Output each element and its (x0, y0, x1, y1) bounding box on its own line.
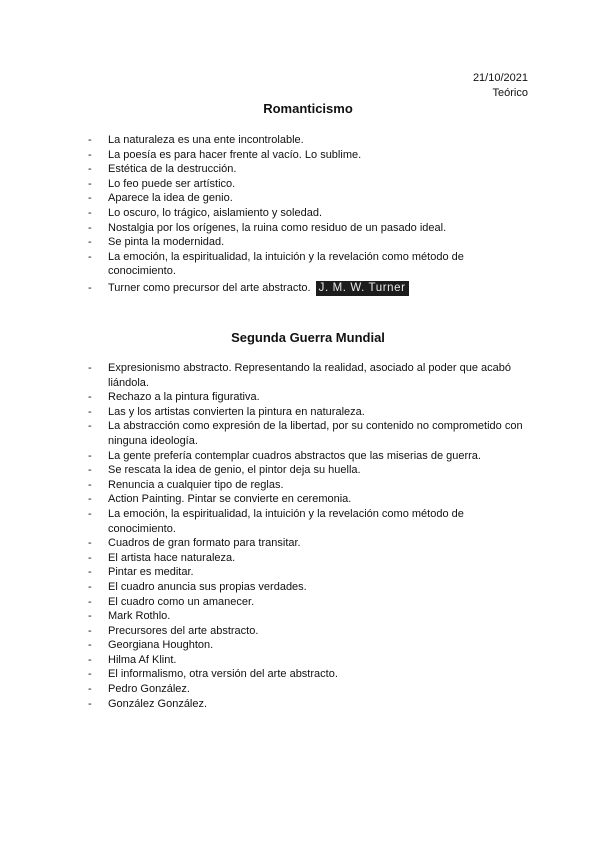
list-item-text: El cuadro anuncia sus propias verdades. (108, 580, 307, 593)
list-item (88, 653, 528, 668)
list-item (88, 133, 528, 148)
bullet-dash: - (88, 177, 92, 190)
list-item-text: Pedro González. (108, 683, 190, 696)
bullet-dash: - (88, 206, 92, 219)
list-item-text: Action Painting. Pintar se convierte en ceremonia. (108, 493, 352, 506)
list-item-text: Aparece la idea de genio. (108, 192, 233, 205)
list-item-text: Expresionismo abstracto. Representando la realidad, asociado al poder que acabó liándola. (108, 362, 511, 389)
list-item-text: El informalismo, otra versión del arte abstracto. (108, 668, 338, 681)
list-item (88, 390, 528, 405)
list-item-text: Las y los artistas convierten la pintura en naturaleza. (108, 405, 365, 418)
bullet-dash: - (88, 537, 92, 550)
bullet-dash: - (88, 507, 92, 520)
list-item-text: Georgiana Houghton. (108, 639, 214, 652)
section-title-romanticismo: Romanticismo (263, 101, 353, 116)
list-item-text: Se pinta la modernidad. (108, 236, 225, 249)
bullet-dash: - (88, 163, 92, 176)
list-item (88, 697, 528, 712)
bullet-dash: - (88, 478, 92, 491)
list-item-text: Pintar es meditar. (108, 566, 194, 579)
list-item-text: La poesía es para hacer frente al vacío. Lo sublime. (108, 148, 362, 161)
list-item-text: El cuadro como un amanecer. (108, 595, 255, 608)
list-item (88, 580, 528, 595)
bullet-dash: - (88, 192, 92, 205)
list-item (88, 492, 528, 507)
bullet-dash: - (88, 595, 92, 608)
list-item (88, 536, 528, 551)
section-title-segunda-guerra: Segunda Guerra Mundial (231, 330, 385, 345)
bullet-dash: - (88, 639, 92, 652)
list-item-text: Mark Rothlo. (108, 610, 171, 623)
list-item (88, 638, 528, 653)
list-item (88, 206, 528, 221)
list-item-text: El artista hace naturaleza. (108, 551, 236, 564)
list-item (88, 419, 528, 448)
list-item (88, 148, 528, 163)
list-item (88, 449, 528, 464)
list-item-text: Rechazo a la pintura figurativa. (108, 391, 260, 404)
bullet-dash: - (88, 493, 92, 506)
list-item (88, 162, 528, 177)
list-item (88, 667, 528, 682)
bullet-dash: - (88, 250, 92, 263)
bullet-dash: - (88, 449, 92, 462)
list-item-text: La emoción, la espiritualidad, la intuición y la revelación como método de conocimiento. (108, 507, 464, 535)
header-meta (473, 71, 528, 101)
bullet-dash: - (88, 653, 92, 666)
bullet-dash: - (88, 683, 92, 696)
bullet-dash: - (88, 668, 92, 681)
section-romanticismo (88, 101, 528, 296)
bullet-dash: - (88, 405, 92, 418)
list-item-text: Precursores del arte abstracto. (108, 624, 259, 637)
list-item (88, 235, 528, 250)
romanticismo-list (88, 133, 528, 279)
bullet-dash: - (88, 580, 92, 593)
list-item-text: Hilma Af Klint. (108, 653, 177, 666)
list-item (88, 551, 528, 566)
list-item (88, 478, 528, 493)
list-item (88, 595, 528, 610)
bullet-dash: - (88, 134, 92, 146)
bullet-dash: - (88, 236, 92, 249)
bullet-dash: - (88, 464, 92, 477)
list-item (88, 250, 528, 279)
list-item-turner (88, 281, 528, 296)
romanticismo-turner-list (88, 281, 528, 296)
section-segunda-guerra (88, 330, 528, 711)
list-item-text: Cuadros de gran formato para transitar. (108, 537, 301, 550)
document-type: Teórico (492, 87, 528, 99)
turner-text: Turner como precursor del arte abstracto. (108, 281, 311, 294)
bullet-dash: - (88, 610, 92, 623)
bullet-dash: - (88, 221, 92, 234)
bullet-dash: - (88, 391, 92, 404)
bullet-dash: - (88, 420, 92, 433)
list-item (88, 221, 528, 236)
bullet-dash: - (88, 148, 92, 161)
list-item (88, 191, 528, 206)
list-item-text: Lo oscuro, lo trágico, aislamiento y soledad. (108, 206, 323, 219)
list-item-text: La gente prefería contemplar cuadros abstractos que las miserias de guerra. (108, 449, 481, 462)
bullet-dash: - (88, 362, 92, 374)
list-item (88, 463, 528, 478)
bullet-dash: - (88, 566, 92, 579)
list-item (88, 624, 528, 639)
list-item-text: Estética de la destrucción. (108, 163, 237, 176)
list-item (88, 609, 528, 624)
segunda-guerra-list (88, 361, 528, 711)
turner-name-highlight: J. M. W. Turner (316, 281, 409, 296)
list-item (88, 177, 528, 192)
list-item-text: La naturaleza es una ente incontrolable. (108, 134, 304, 146)
list-item-text: La emoción, la espiritualidad, la intuición y la revelación como método de conocimiento. (108, 250, 464, 278)
bullet-dash: - (88, 281, 92, 294)
bullet-dash: - (88, 624, 92, 637)
list-item-text: Renuncia a cualquier tipo de reglas. (108, 478, 284, 491)
list-item-text: Se rescata la idea de genio, el pintor deja su huella. (108, 464, 361, 477)
list-item (88, 565, 528, 580)
list-item (88, 361, 528, 390)
list-item-text: Lo feo puede ser artístico. (108, 177, 236, 190)
list-item (88, 507, 528, 536)
list-item-text: González González. (108, 697, 208, 710)
list-item-text: Nostalgia por los orígenes, la ruina como residuo de un pasado ideal. (108, 221, 447, 234)
document-date: 21/10/2021 (472, 72, 528, 84)
list-item (88, 682, 528, 697)
bullet-dash: - (88, 551, 92, 564)
list-item-text: La abstracción como expresión de la libertad, por su contenido no comprometido con ninguna ideología. (108, 420, 523, 447)
bullet-dash: - (88, 697, 92, 710)
list-item (88, 405, 528, 420)
